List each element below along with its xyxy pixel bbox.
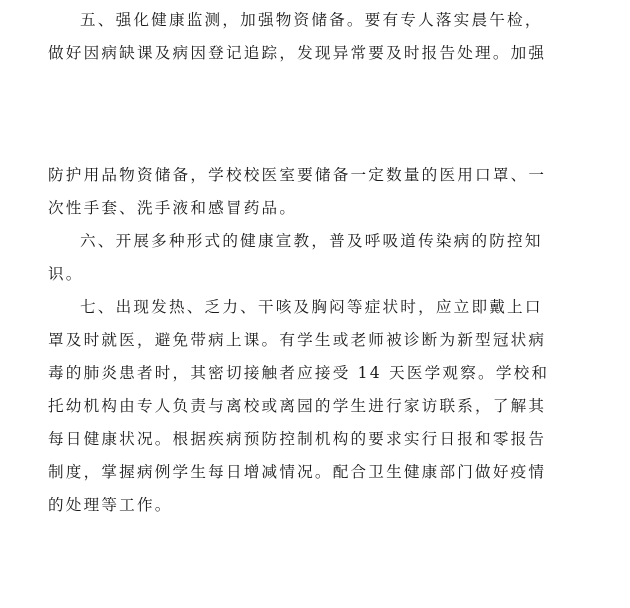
paragraph-7-line-1: 七、出现发热、乏力、干咳及胸闷等症状时，应立即戴上口 <box>80 298 543 316</box>
paragraph-7-line-4: 托幼机构由专人负责与离校或离园的学生进行家访联系，了解其 <box>48 397 547 415</box>
paragraph-5-line-1: 五、强化健康监测，加强物资储备。要有专人落实晨午检， <box>80 11 543 29</box>
paragraph-7-line-6: 制度，掌握病例学生每日增减情况。配合卫生健康部门做好疫情 <box>48 463 547 481</box>
paragraph-5-line-3: 防护用品物资储备，学校校医室要储备一定数量的医用口罩、一 <box>48 166 547 184</box>
paragraph-5-line-2: 做好因病缺课及病因登记追踪，发现异常要及时报告处理。加强 <box>48 44 547 62</box>
paragraph-7-line-7: 的处理等工作。 <box>48 496 173 514</box>
paragraph-7-line-3: 毒的肺炎患者时，其密切接触者应接受 14 天医学观察。学校和 <box>48 364 550 382</box>
paragraph-6-line-2: 识。 <box>48 265 84 283</box>
paragraph-7-line-2: 罩及时就医，避免带病上课。有学生或老师被诊断为新型冠状病 <box>48 331 547 349</box>
paragraph-7-line-5: 每日健康状况。根据疾病预防控制机构的要求实行日报和零报告 <box>48 430 547 448</box>
paragraph-5-line-4: 次性手套、洗手液和感冒药品。 <box>48 199 298 217</box>
paragraph-6-line-1: 六、开展多种形式的健康宣教，普及呼吸道传染病的防控知 <box>80 232 543 250</box>
